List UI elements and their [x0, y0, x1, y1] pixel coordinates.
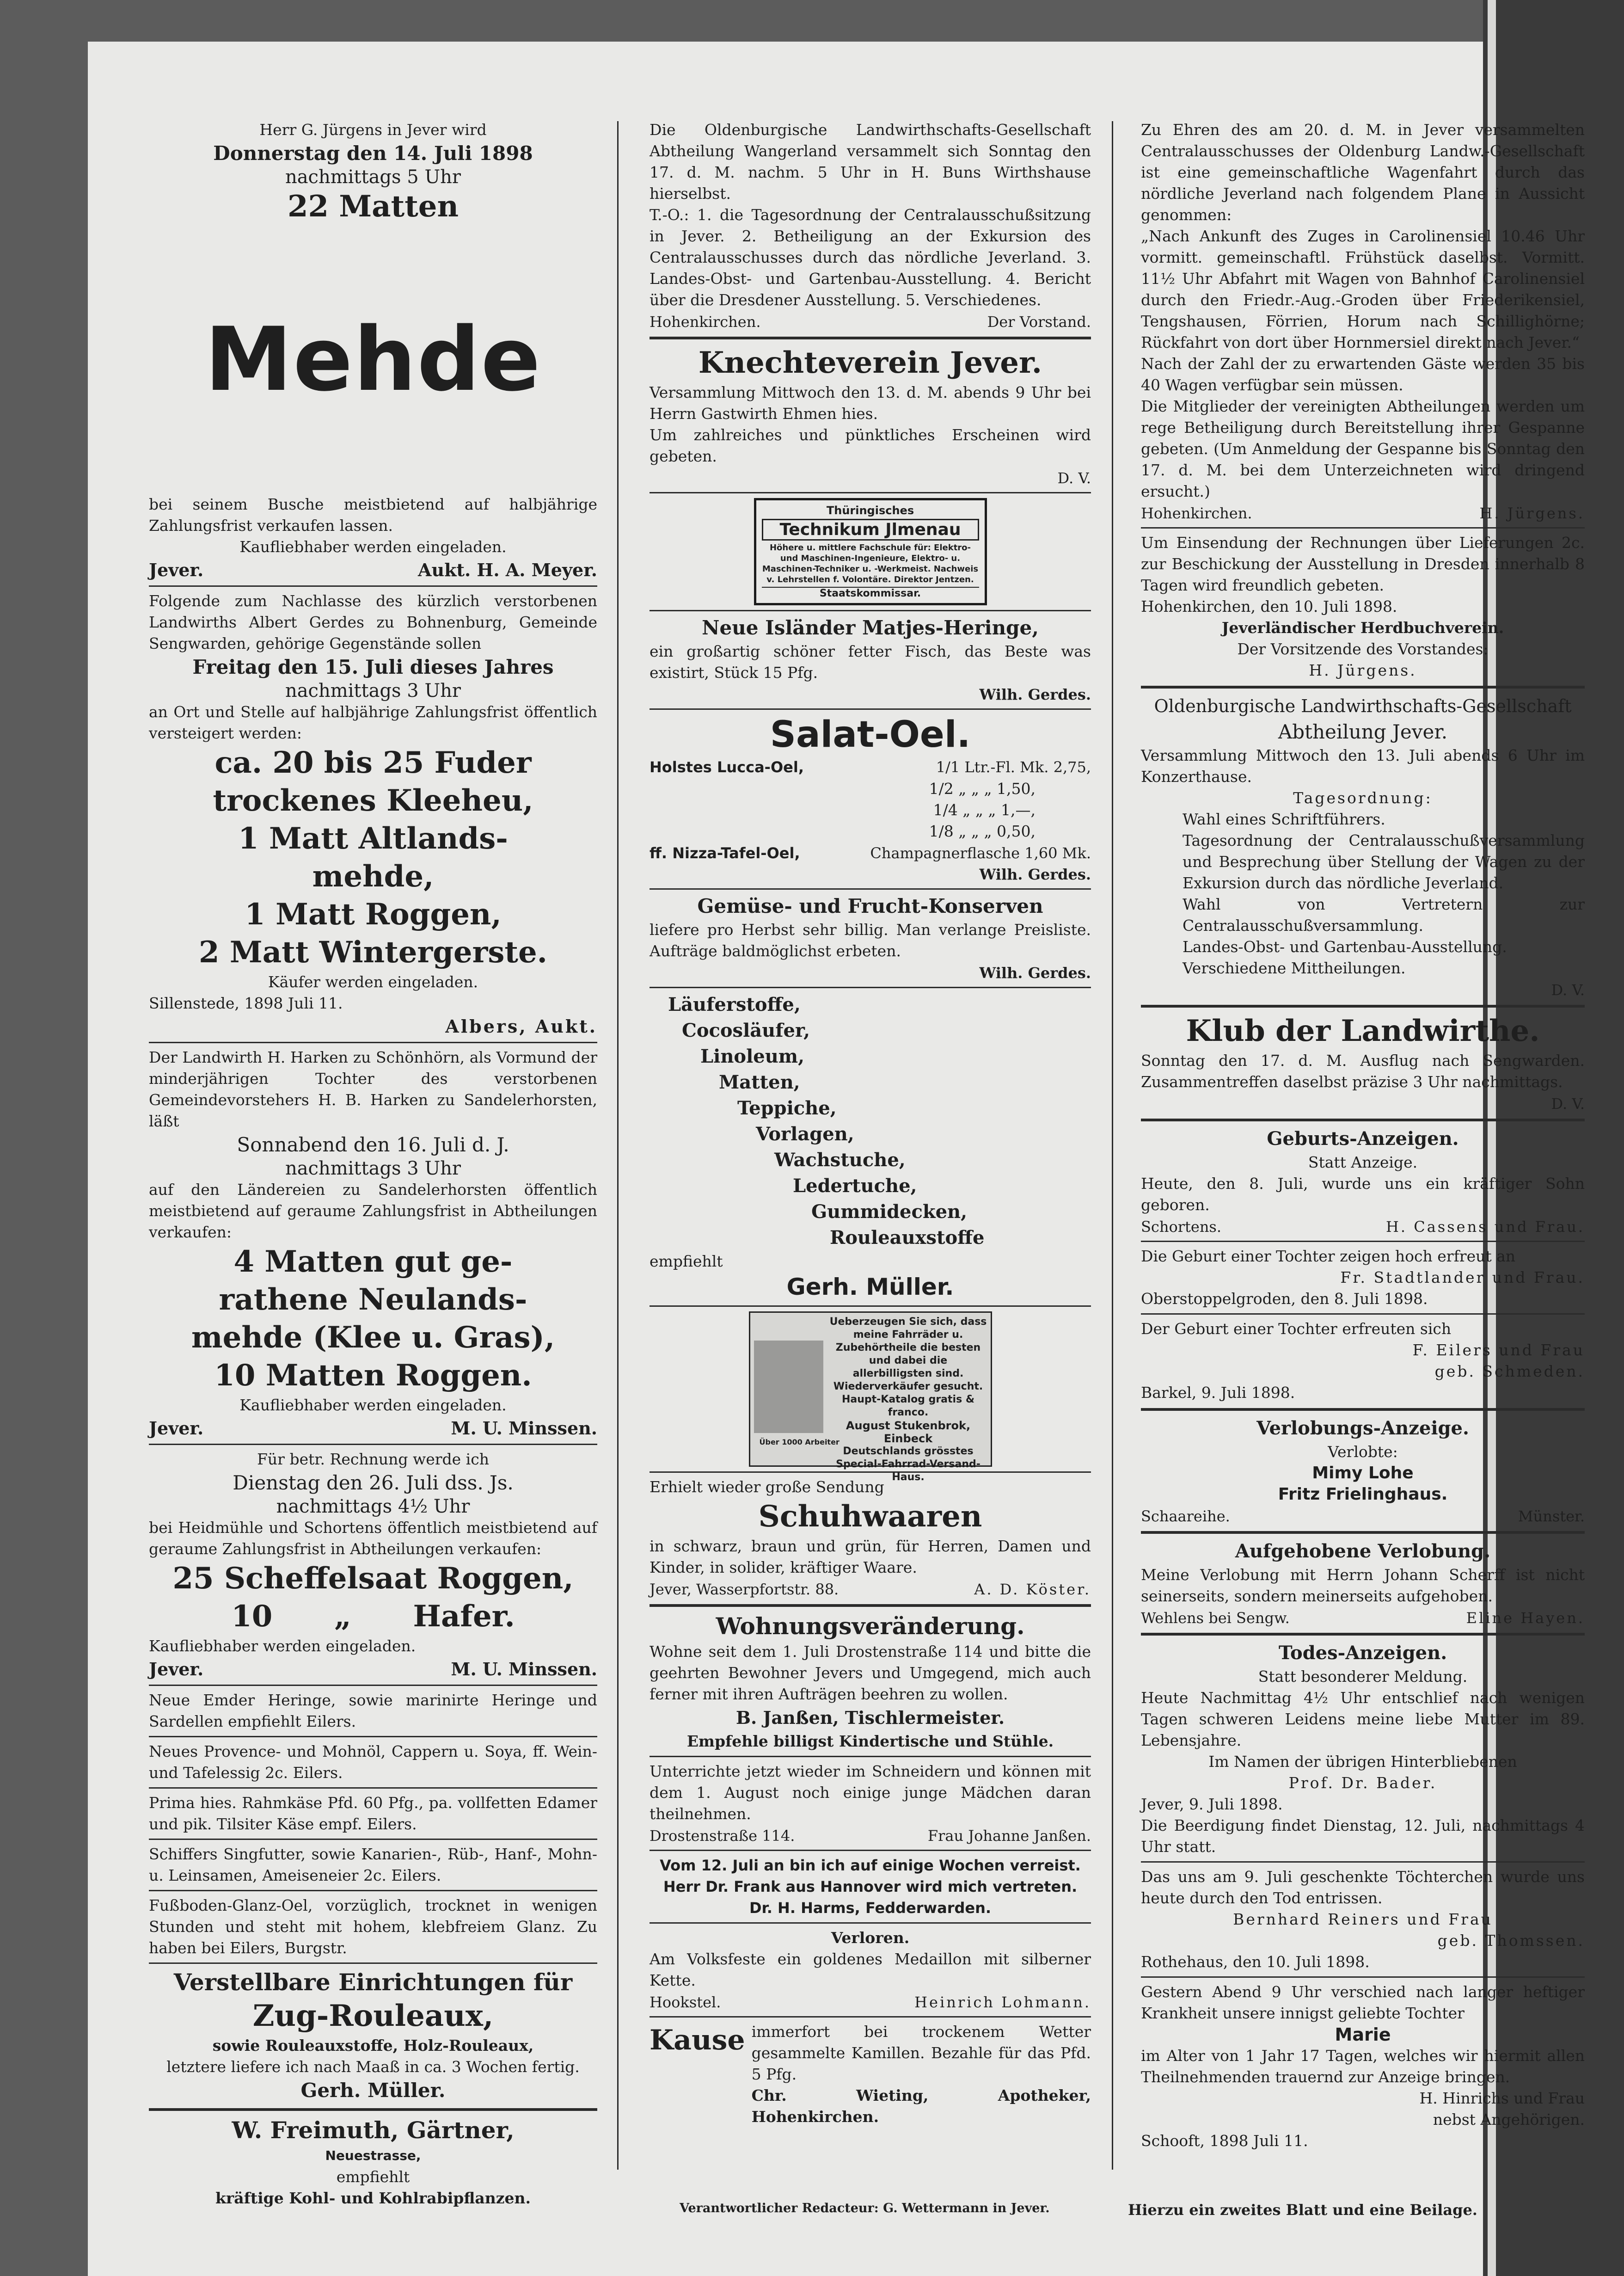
sig-name: M. U. Minssen. — [451, 1418, 597, 1439]
ad-signature: geb. Thomssen. — [1437, 1932, 1585, 1950]
ad-text: Hohenkirchen, den 10. Juli 1898. — [1141, 597, 1397, 615]
ad-text: liefere pro Herbst sehr billig. Man verlange Preisliste. Aufträge baldmöglichst erbeten. — [650, 921, 1091, 960]
ad-wagenfahrt — [1141, 119, 1585, 523]
ad-text: Der Landwirth H. Harken zu Schönhörn, als Vormund der minderjährigen Tochter des verstorbenen Gemeindevorstehers H. B. Harken zu Sandelerhorsten, läßt — [149, 1048, 597, 1130]
list-item: Wahl von Vertretern zur Centralausschußversammlung. — [1183, 895, 1585, 935]
ad-text: Meine Verlobung mit Herrn Johann Scherff ist nicht seinerseits, sondern meinerseits aufgehoben. — [1141, 1566, 1585, 1605]
ad-line: Über 1000 Arbeiter — [759, 1438, 840, 1446]
ad-time: nachmittags 4½ Uhr — [276, 1496, 470, 1517]
ad-signature: H. Jürgens. — [1309, 661, 1417, 679]
ad-text: Staatskommissar. — [762, 587, 979, 599]
price-row — [650, 757, 1091, 777]
ad-signature — [650, 1826, 1091, 1846]
divider — [650, 337, 1091, 339]
ad-text: empfiehlt — [650, 1252, 723, 1270]
ad-minssen-1 — [149, 1047, 597, 1440]
ad-freimuth — [149, 2116, 597, 2209]
list-item: Cocosläufer, — [682, 1020, 810, 1041]
ad-klub — [1141, 1012, 1585, 1114]
ad-geburt-cassens — [1141, 1126, 1585, 1237]
column-middle — [650, 119, 1091, 2128]
bicycle-illustration — [754, 1341, 823, 1433]
ad-signature: nebst Angehörigen. — [1433, 2110, 1585, 2128]
ad-verloren — [650, 1927, 1091, 2012]
ad-text: Wohne seit dem 1. Juli Drostenstraße 114 und bitte die geehrten Bewohner Jevers und Umgegend, mich auch ferner mit ihren Aufträgen beehren zu wollen. — [650, 1642, 1091, 1703]
ad-signature: Chr. Wieting, Apotheker, Hohenkirchen. — [751, 2086, 1091, 2126]
ad-text: Der Geburt einer Tochter erfreuten sich — [1141, 1320, 1452, 1338]
divider — [149, 1890, 597, 1891]
ad-schneidern — [650, 1761, 1091, 1846]
ad-mueller-teppiche — [650, 992, 1091, 1302]
ad-landwirtschaft-jever — [1141, 693, 1585, 1000]
ad-headline: 1 Matt Altlands- — [238, 821, 508, 856]
ad-salat-oel — [650, 714, 1091, 885]
list-item: Wachstuche, — [774, 1149, 906, 1171]
ad-headline: 25 Scheffelsaat Roggen, — [172, 1561, 574, 1596]
ad-body — [752, 2021, 1091, 2128]
ad-text: „Nach Ankunft des Zuges in Carolinensiel 10.46 Uhr vormitt. gemeinschaftl. Frühstück daselbst. Vormitt. 11½ Uhr Abfahrt mit Wagen von Bahnhof Carolinensiel durch den Friedr.-Aug.-Groden über Friederikensiel, Tengshausen, Förrien, Horum nach Schillighörne; Rückfahrt von dort über Hornmersiel direkt nach Jever.“ — [1141, 227, 1585, 351]
price-row: 1/2 „ „ „ 1,50, — [929, 780, 1036, 798]
ad-konserven — [650, 893, 1091, 983]
ad-herdbuch — [1141, 532, 1585, 681]
ad-text: kräftige Kohl- und Kohlrabipflanzen. — [215, 2189, 531, 2207]
ad-line: August Stukenbrok, Einbeck — [846, 1419, 971, 1445]
divider — [1141, 1531, 1585, 1534]
ad-text: Um Einsendung der Rechnungen über Lieferungen 2c. zur Beschickung der Ausstellung in Dresden innerhalb 8 Tagen wird freundlich gebeten. — [1141, 534, 1585, 594]
sig-place: Schortens. — [1141, 1218, 1222, 1236]
ad-headline: 2 Matt Wintergerste. — [199, 935, 547, 970]
ad-signature: B. Janßen, Tischlermeister. — [735, 1707, 1005, 1728]
ad-headline: 1 Matt Roggen, — [245, 897, 502, 932]
footer-supplement: Hierzu ein zweites Blatt und eine Beilage. — [1128, 2201, 1477, 2219]
sig-name: Aukt. H. A. Meyer. — [417, 560, 597, 580]
list-item: Gummidecken, — [811, 1201, 968, 1223]
ad-text: an Ort und Stelle auf halbjährige Zahlungsfrist öffentlich versteigert werden: — [149, 703, 597, 742]
divider — [1141, 1633, 1585, 1636]
ad-signature — [650, 963, 1091, 983]
sig-name: Wilh. Gerdes. — [979, 964, 1091, 982]
ad-signature — [650, 1579, 1091, 1599]
ad-headline: Wohnungsveränderung. — [716, 1612, 1025, 1640]
divider — [650, 610, 1091, 611]
list-item: Matten, — [719, 1071, 800, 1093]
ad-text: Heute Nachmittag 4½ Uhr entschlief nach wenigen Tagen schweren Leidens meine liebe Mutter im 89. Lebensjahre. — [1141, 1689, 1585, 1749]
divider — [1141, 686, 1585, 689]
divider — [1141, 1313, 1585, 1315]
ad-signature — [1141, 1608, 1585, 1628]
ad-text: Statt besonderer Meldung. — [1258, 1667, 1468, 1685]
ad-text: Thüringisches — [826, 504, 914, 517]
list-item: Ledertuche, — [793, 1175, 917, 1197]
sig-name: Der Vorstand. — [987, 313, 1091, 331]
ad-signature — [1141, 1094, 1585, 1114]
ad-headline: W. Freimuth, Gärtner, — [232, 2116, 515, 2144]
footer-editor: Verantwortlicher Redacteur: G. Wettermann in Jever. — [680, 2201, 1050, 2215]
ad-text: Sonntag den 17. d. M. Ausflug nach Sengwarden. Zusammentreffen daselbst präzise 3 Uhr nachmittags. — [1141, 1052, 1585, 1091]
ad-text: Jever, 9. Juli 1898. — [1141, 1795, 1283, 1813]
ad-eilers-kaese: Prima hies. Rahmkäse Pfd. 60 Pfg., pa. vollfetten Edamer und pik. Tilsiter Käse empf. Eilers. — [149, 1794, 597, 1833]
divider — [1141, 1861, 1585, 1863]
divider — [1141, 1241, 1585, 1242]
list-item: Wahl eines Schriftführers. — [1183, 810, 1385, 828]
ad-geburt-eilers — [1141, 1318, 1585, 1403]
ad-text: Empfehle billigst Kindertische und Stühle. — [686, 1732, 1054, 1750]
ad-text: Unterrichte jetzt wieder im Schneidern und können mit dem 1. August noch einige junge Mädchen daran theilnehmen. — [650, 1762, 1091, 1823]
ad-text: Die Beerdigung findet Dienstag, 12. Juli, nachmittags 4 Uhr statt. — [1141, 1816, 1585, 1856]
ad-headline: Abtheilung Jever. — [1278, 720, 1448, 743]
ad-signature — [650, 312, 1091, 332]
ad-headline: Neue Isländer Matjes-Heringe, — [702, 616, 1039, 639]
ad-text: Zu Ehren des am 20. d. M. in Jever versammelten Centralausschusses der Oldenburg Landw.-Gesellschaft ist eine gemeinschaftliche Wagenfahrt durch das nördliche Jeverland nach folgendem Plane in Aussicht genommen: — [1141, 121, 1585, 224]
ad-text: sowie Rouleauxstoffe, Holz-Rouleaux, — [212, 2036, 534, 2055]
ad-text: ein großartig schöner fetter Fisch, das Beste was existirt, Stück 15 Pfg. — [650, 642, 1091, 682]
ad-meyer — [149, 119, 597, 582]
ad-line: Wiederverkäufer gesucht. — [833, 1381, 983, 1392]
ad-name: Mimy Lohe — [1312, 1464, 1414, 1482]
ad-entlobung — [1141, 1538, 1585, 1628]
ad-line: Herr G. Jürgens in Jever wird — [259, 121, 487, 139]
sig-name: D. V. — [1057, 469, 1091, 487]
divider — [149, 1839, 597, 1840]
ad-signature: H. Hinrichs und Frau — [1419, 2089, 1585, 2107]
ad-verlobung — [1141, 1415, 1585, 1526]
ad-signature — [650, 684, 1091, 705]
ad-text: Nach der Zahl der zu erwartenden Gäste werden 35 bis 40 Wagen verfügbar sein müssen. — [1141, 355, 1585, 394]
ad-tod-marie — [1141, 1981, 1585, 2152]
ad-headline: ca. 20 bis 25 Fuder — [214, 745, 532, 780]
divider — [650, 1922, 1091, 1924]
price-row — [650, 843, 1091, 863]
ad-headline: Klub der Landwirthe. — [1186, 1014, 1540, 1048]
ad-tod-bader — [1141, 1640, 1585, 1858]
ad-line: Deutschlands grösstes Special-Fahrrad-Versand-Haus. — [836, 1446, 981, 1483]
ad-headline: rathene Neulands- — [219, 1282, 527, 1317]
sig-name: H. Jürgens. — [1479, 504, 1585, 522]
ad-signature: F. Eilers und Frau — [1412, 1341, 1585, 1359]
ad-headline: mehde, — [312, 859, 434, 894]
ad-text: Käufer werden eingeladen. — [268, 973, 478, 991]
sig-place: Jever. — [149, 560, 204, 580]
ad-text: Versammlung Mittwoch den 13. Juli abends 6 Uhr im Konzerthause. — [1141, 746, 1585, 786]
ad-text: Höhere u. mittlere Fachschule für: Elektro- und Maschinen-Ingenieure, Elektro- u. Maschinen-Techniker u. -Werkmeist. Nachweis v. Lehrstellen f. Volontäre. Direktor Jentzen. — [762, 543, 979, 584]
ad-signature: Gerh. Müller. — [786, 1273, 954, 1300]
ad-text: immerfort bei trockenem Wetter gesammelte Kamillen. Bezahle für das Pfd. 5 Pfg. — [751, 2023, 1091, 2083]
sig-place: Jever. — [149, 1659, 204, 1679]
ad-text: Gestern Abend 9 Uhr verschied nach langer heftiger Krankheit unsere innigst geliebte Tochter — [1141, 1983, 1585, 2022]
divider — [149, 1962, 597, 1964]
divider — [1141, 1976, 1585, 1978]
ad-text: T.-O.: 1. die Tagesordnung der Centralausschußsitzung in Jever. 2. Betheiligung an der Exkursion des Centralausschusses durch das nördliche Jeverland. 3. Landes-Obst- und Gartenbau-Ausstellung. 4. Bericht über die Dresdener Ausstellung. 5. Verschiedenes. — [650, 206, 1091, 309]
ad-text: Die Mitglieder der vereinigten Abtheilungen werden um rege Betheiligung durch Bereitstellung ihrer Gespanne gebeten. (Um Anmeldung der Gespanne bis Sonntag den 17. d. M. bei dem Unterzeichneten wird dringend ersucht.) — [1141, 397, 1585, 500]
ad-text: Erhielt wieder große Sendung — [650, 1478, 884, 1496]
ad-text: auf den Ländereien zu Sandelerhorsten öffentlich meistbietend auf geraume Zahlungsfrist in Abtheilungen verkaufen: — [149, 1181, 597, 1241]
divider — [1141, 1408, 1585, 1411]
price-value: 1/1 Ltr.-Fl. Mk. 2,75, — [936, 758, 1091, 776]
ad-signature: Dr. H. Harms, Fedderwarden. — [749, 1899, 992, 1917]
divider — [650, 987, 1091, 988]
ad-headline: Verlobungs-Anzeige. — [1256, 1417, 1469, 1439]
ad-text: Kaufliebhaber werden eingeladen. — [239, 538, 507, 556]
divider — [1141, 1005, 1585, 1008]
ad-text: Um zahlreiches und pünktliches Erscheinen wird gebeten. — [650, 426, 1091, 465]
list-item: Rouleauxstoffe — [830, 1227, 985, 1249]
ad-headline: Aufgehobene Verlobung. — [1235, 1540, 1491, 1562]
ad-text: Oberstoppelgroden, den 8. Juli 1898. — [1141, 1290, 1428, 1308]
ad-headline: trockenes Kleeheu, — [213, 783, 533, 818]
ad-eilers-oel: Neues Provence- und Mohnöl, Cappern u. Soya, ff. Wein- und Tafelessig 2c. Eilers. — [149, 1742, 597, 1782]
ad-text: Neuestrasse, — [325, 2148, 421, 2163]
sig-name: M. U. Minssen. — [451, 1659, 597, 1679]
ad-time: nachmittags 3 Uhr — [285, 1158, 461, 1179]
ad-text — [829, 1316, 988, 1484]
list-item: Läuferstoffe, — [668, 994, 801, 1015]
divider — [650, 888, 1091, 890]
list-item: Linoleum, — [700, 1046, 805, 1067]
ad-signature — [650, 1992, 1091, 2012]
sig-name: Wilh. Gerdes. — [979, 686, 1091, 703]
list-item: Verschiedene Mittheilungen. — [1183, 959, 1406, 977]
ad-signature — [1141, 1217, 1585, 1237]
ad-headline: 10 Matten Roggen. — [214, 1358, 532, 1393]
ad-date: Freitag den 15. Juli dieses Jahres — [192, 656, 554, 678]
ad-text: Heute, den 8. Juli, wurde uns ein kräftiger Sohn geboren. — [1141, 1175, 1585, 1214]
ad-text: Die Oldenburgische Landwirthschafts-Gesellschaft Abtheilung Wangerland versammelt sich Sonntag den 17. d. M. nachm. 5 Uhr in H. Buns Wirthshause hierselbst. — [650, 121, 1091, 203]
ad-line: Haupt-Katalog gratis & franco. — [841, 1394, 975, 1418]
sig-place: Hookstel. — [650, 1993, 721, 2011]
ad-signature: Bernhard Reiners und Frau — [1233, 1910, 1493, 1928]
ad-signature — [149, 1417, 597, 1440]
ad-text: empfiehlt — [336, 2168, 410, 2186]
ad-harms — [650, 1855, 1091, 1919]
ad-headline: Zug-Rouleaux, — [252, 1999, 494, 2033]
ad-headline: Technikum Jlmenau — [762, 519, 979, 541]
ad-text: Schooft, 1898 Juli 11. — [1141, 2132, 1308, 2150]
sig-name: Albers, Aukt. — [445, 1016, 597, 1037]
ad-eilers-futter: Schiffers Singfutter, sowie Kanarien-, Rüb-, Hanf-, Mohn- u. Leinsamen, Ameiseneier 2c. Eilers. — [149, 1845, 597, 1884]
column-rule — [617, 121, 619, 2170]
ad-name: Fritz Frielinghaus. — [1278, 1485, 1448, 1504]
divider — [1141, 527, 1585, 529]
ad-text: Am Volksfeste ein goldenes Medaillon mit silberner Kette. — [650, 1950, 1091, 1989]
ad-text: Rothehaus, den 10. Juli 1898. — [1141, 1953, 1370, 1971]
ad-signature — [1141, 1506, 1585, 1526]
sig-place: Hohenkirchen. — [1141, 504, 1252, 522]
ad-signature — [149, 1658, 597, 1681]
ad-tod-reiners — [1141, 1866, 1585, 1973]
sig-place: Jever, Wasserpfortstr. 88. — [650, 1581, 839, 1598]
ad-text: Der Vorsitzende des Vorstandes: — [1237, 640, 1489, 658]
ad-headline: Todes-Anzeigen. — [1278, 1642, 1447, 1664]
ad-text: Das uns am 9. Juli geschenkte Töchterchen wurde uns heute durch den Tod entrissen. — [1141, 1868, 1585, 1907]
ad-line: Ueberzeugen Sie sich, dass meine Fahrräder u. Zubehörtheile die besten und dabei die allerbilligsten sind. — [829, 1316, 987, 1379]
divider — [149, 1444, 597, 1445]
ad-headline-large: Mehde — [204, 308, 542, 411]
ad-headline: Oldenburgische Landwirthschafts-Gesellschaft — [1154, 696, 1572, 716]
divider — [1141, 1119, 1585, 1121]
ad-signature — [149, 559, 597, 582]
ad-text: Statt Anzeige. — [1308, 1153, 1418, 1171]
ad-signature — [1141, 503, 1585, 523]
ad-text: Folgende zum Nachlasse des kürzlich verstorbenen Landwirths Albert Gerdes zu Bohnenburg, Gemeinde Sengwarden, gehörige Gegenstände sollen — [149, 592, 597, 652]
divider — [149, 585, 597, 587]
list-item: Vorlagen, — [756, 1123, 854, 1145]
column-right — [1141, 119, 1585, 2152]
divider — [149, 1685, 597, 1686]
price-row: 1/8 „ „ „ 0,50, — [929, 822, 1036, 840]
ad-headline: Geburts-Anzeigen. — [1267, 1128, 1459, 1150]
ad-text: Versammlung Mittwoch den 13. d. M. abends 9 Uhr bei Herrn Gastwirth Ehmen hies. — [650, 383, 1091, 423]
sig-name: D. V. — [1551, 981, 1585, 999]
sig-place: Wehlens bei Sengw. — [1141, 1609, 1290, 1627]
ad-text: Die Geburt einer Tochter zeigen hoch erfreut an — [1141, 1247, 1516, 1265]
sig-place: Münster. — [1518, 1507, 1585, 1525]
ad-time: nachmittags 5 Uhr — [285, 166, 461, 188]
ad-text: in schwarz, braun und grün, für Herren, Damen und Kinder, in solider, kräftiger Waare. — [650, 1537, 1091, 1576]
ad-headline: Salat-Oel. — [770, 714, 971, 756]
ad-fahrrad — [749, 1311, 992, 1483]
ad-text: bei seinem Busche meistbietend auf halbjährige Zahlungsfrist verkaufen lassen. — [149, 495, 597, 535]
list-item: Tagesordnung der Centralausschußversammlung und Besprechung über Stellung der Wagen zu der Exkursion durch das nördliche Jeverland. — [1183, 831, 1585, 892]
ad-text: Im Namen der übrigen Hinterbliebenen — [1208, 1753, 1517, 1771]
ad-headline: 22 Matten — [287, 189, 459, 224]
ad-geburt-stadtlander — [1141, 1246, 1585, 1310]
ad-mueller-rouleaux — [149, 1968, 597, 2104]
ad-wohnung — [650, 1612, 1091, 1752]
sig-name: H. Cassens und Frau. — [1385, 1218, 1585, 1236]
ad-signature: Prof. Dr. Bader. — [1288, 1774, 1437, 1792]
divider — [149, 1042, 597, 1043]
ad-signature — [1141, 980, 1585, 1000]
ad-signature: geb. Schmeden. — [1434, 1362, 1585, 1380]
ad-knechteverein — [650, 344, 1091, 488]
sig-place: Schaareihe. — [1141, 1507, 1230, 1525]
ad-albers — [149, 591, 597, 1038]
sig-name: Eline Hayen. — [1466, 1609, 1585, 1627]
ad-date: Donnerstag den 14. Juli 1898 — [213, 142, 533, 165]
ad-schuhwaaren — [650, 1476, 1091, 1599]
divider — [149, 1736, 597, 1737]
ad-signature — [650, 864, 1091, 885]
ad-headline: Verloren. — [831, 1929, 910, 1947]
price-value: Champagnerflasche 1,60 Mk. — [870, 844, 1091, 862]
list-item: Landes-Obst- und Gartenbau-Ausstellung. — [1183, 938, 1507, 956]
divider — [149, 2108, 597, 2111]
ad-text: Barkel, 9. Juli 1898. — [1141, 1384, 1295, 1402]
ad-headline: Knechteverein Jever. — [698, 345, 1042, 380]
sig-name: D. V. — [1551, 1095, 1585, 1113]
ad-headline: mehde (Klee u. Gras), — [191, 1320, 555, 1355]
ad-name: Marie — [1335, 2024, 1391, 2045]
ad-eilers-glanz: Fußboden-Glanz-Oel, vorzüglich, trocknet in wenigen Stunden und steht mit hohem, klebfreiem Glanz. Zu haben bei Eilers, Burgstr. — [149, 1896, 597, 1957]
divider — [650, 2016, 1091, 2018]
ad-date: Sonnabend den 16. Juli d. J. — [237, 1133, 509, 1156]
ad-text: Verlobte: — [1328, 1443, 1398, 1461]
ad-signature: Fr. Stadtlander und Frau. — [1340, 1268, 1585, 1286]
ad-text: Tagesordnung: — [1293, 789, 1433, 807]
ad-text: Für betr. Rechnung werde ich — [257, 1450, 489, 1468]
sig-place: Drostenstraße 114. — [650, 1827, 795, 1845]
price-label: Holstes Lucca-Oel, — [650, 758, 804, 776]
divider — [650, 1305, 1091, 1307]
price-row: 1/4 „ „ „ 1,—, — [933, 801, 1036, 819]
ad-headline: 10 „ Hafer. — [231, 1599, 515, 1634]
divider — [149, 1787, 597, 1789]
ad-kamillen — [650, 2021, 1091, 2128]
ad-eilers-heringe: Neue Emder Heringe, sowie marinirte Heringe und Sardellen empfiehlt Eilers. — [149, 1691, 597, 1730]
ad-minssen-2 — [149, 1449, 597, 1681]
ad-date: Dienstag den 26. Juli dss. Js. — [233, 1471, 514, 1494]
sig-name: Wilh. Gerdes. — [979, 866, 1091, 883]
ad-headline: Gemüse- und Frucht-Konserven — [697, 895, 1043, 917]
ad-signature: Gerh. Müller. — [300, 2079, 446, 2102]
ad-text: bei Heidmühle und Schortens öffentlich meistbietend auf geraume Zahlungsfrist in Abtheilungen verkaufen: — [149, 1519, 597, 1558]
price-label: ff. Nizza-Tafel-Oel, — [650, 844, 800, 862]
ad-time: nachmittags 3 Uhr — [285, 680, 461, 701]
divider — [650, 1850, 1091, 1851]
ad-signature — [149, 1015, 597, 1038]
sig-name: A. D. Köster. — [974, 1581, 1091, 1598]
ad-text: Sillenstede, 1898 Juli 11. — [149, 994, 343, 1012]
ad-matjes — [650, 615, 1091, 705]
divider — [650, 708, 1091, 710]
ad-text: Kaufliebhaber werden eingeladen. — [149, 1637, 416, 1655]
ad-headline: Kause — [650, 2024, 745, 2056]
ad-wangerland — [650, 119, 1091, 332]
column-rule — [1112, 121, 1113, 2170]
ad-technikum — [754, 498, 987, 605]
ad-text: letztere liefere ich nach Maaß in ca. 3 Wochen fertig. — [166, 2058, 580, 2076]
column-left — [149, 119, 597, 2209]
sig-name: Frau Johanne Janßen. — [927, 1827, 1091, 1845]
divider — [650, 1604, 1091, 1607]
ad-text: Kaufliebhaber werden eingeladen. — [239, 1396, 507, 1414]
sig-place: Hohenkirchen. — [650, 313, 761, 331]
ad-headline: Verstellbare Einrichtungen für — [173, 1968, 573, 1996]
divider — [650, 492, 1091, 493]
sig-place: Jever. — [149, 1418, 204, 1439]
ad-signature — [650, 468, 1091, 488]
divider — [650, 1756, 1091, 1757]
sig-name: Heinrich Lohmann. — [914, 1993, 1091, 2011]
ad-headline: Schuhwaaren — [758, 1499, 982, 1534]
ad-headline: 4 Matten gut ge- — [233, 1244, 513, 1279]
ad-text: Jeverländischer Herdbuchverein. — [1221, 619, 1504, 637]
ad-text: im Alter von 1 Jahr 17 Tagen, welches wir hiermit allen Theilnehmenden trauernd zur Anzeige bringen. — [1141, 2047, 1585, 2086]
ad-text: Vom 12. Juli an bin ich auf einige Wochen verreist. Herr Dr. Frank aus Hannover wird mich vertreten. — [660, 1857, 1081, 1895]
list-item: Teppiche, — [737, 1097, 837, 1119]
